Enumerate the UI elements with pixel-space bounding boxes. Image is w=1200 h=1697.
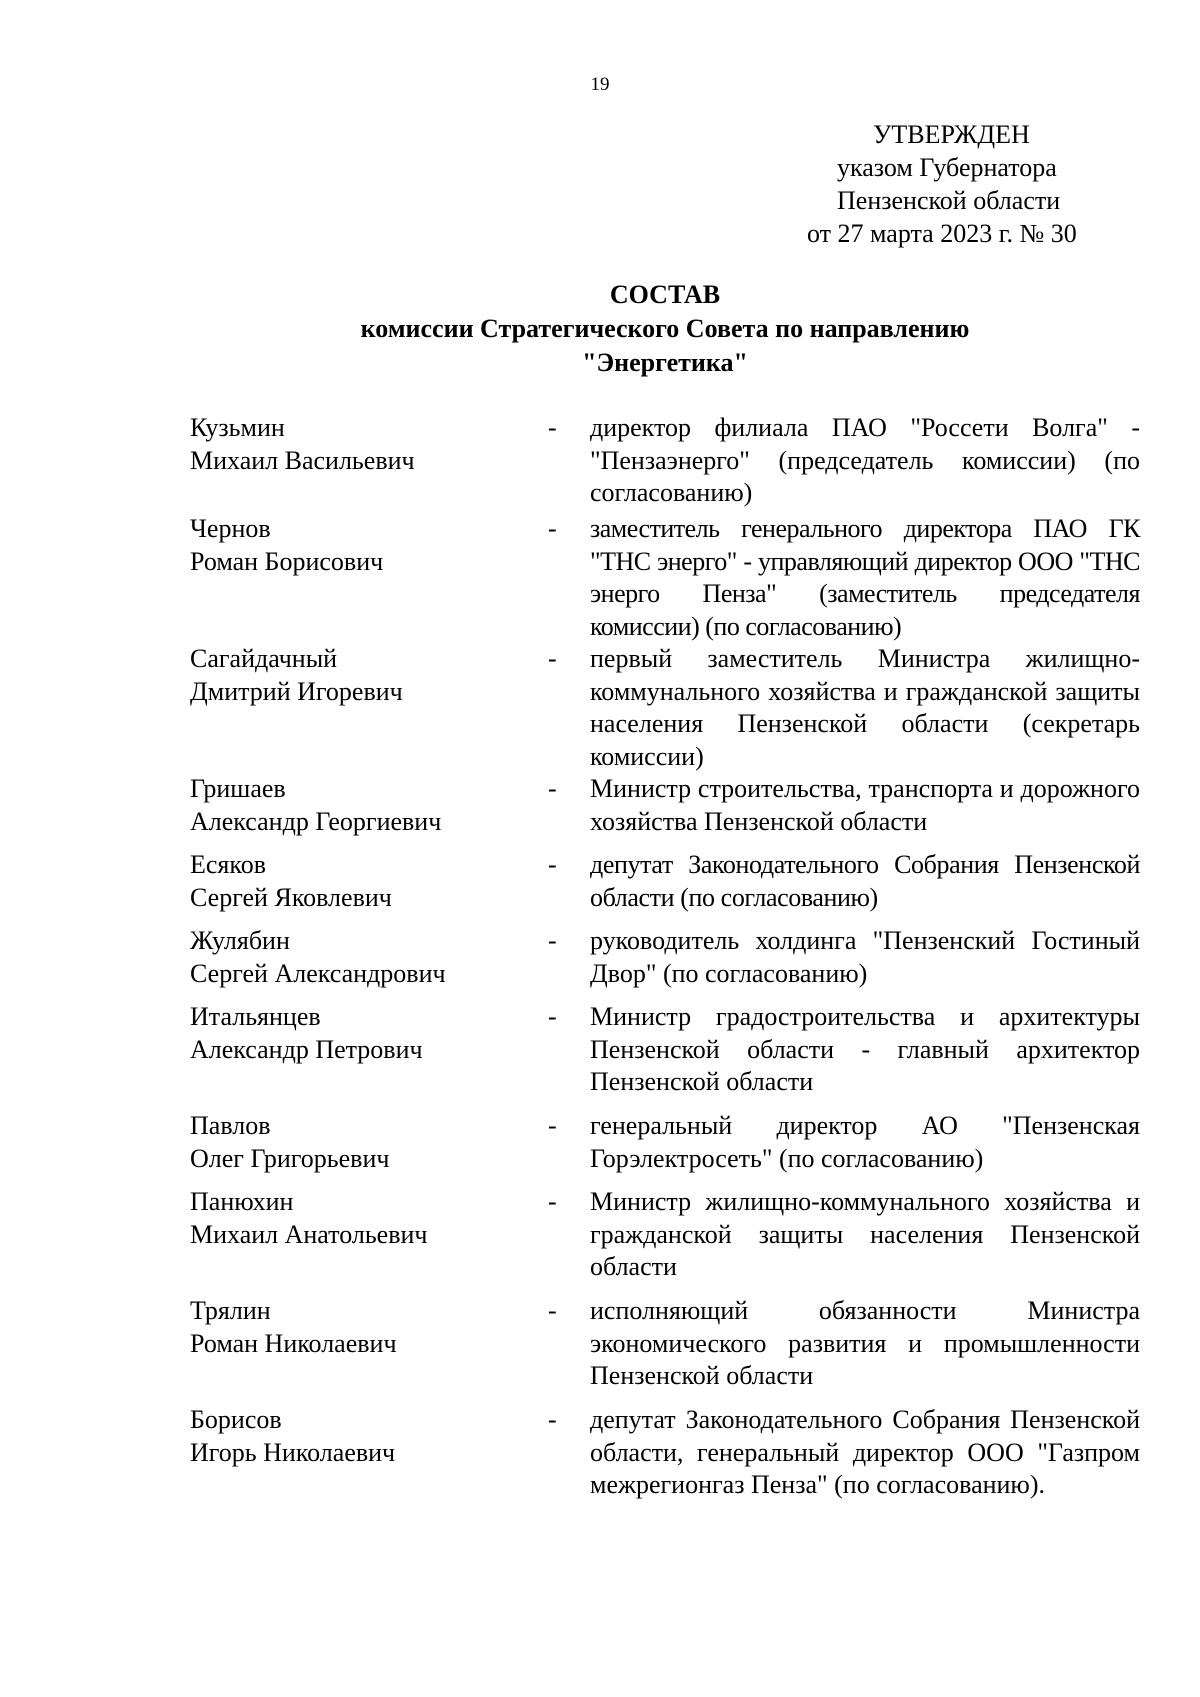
- member-role: Министр жилищно-коммунального хозяйства и гражданской защиты населения Пензенской области: [590, 1187, 1140, 1281]
- member-row: [190, 1001, 1140, 1110]
- approval-line-approved: УТВЕРЖДЕН: [873, 120, 1030, 149]
- member-role: заместитель генерального директора ПАО ГК "ТНС энерго" - управляющий директор ООО "ТНС энерго Пенза" (заместитель председателя комиссии) (по согласованию): [590, 514, 1140, 641]
- member-role: руководитель холдинга "Пензенский Гостиный Двор" (по согласованию): [590, 926, 1140, 988]
- member-row: [190, 1295, 1140, 1404]
- member-name: [190, 1404, 548, 1534]
- member-dash: -: [548, 774, 557, 803]
- member-role: Министр строительства, транспорта и дорожного хозяйства Пензенской области: [590, 774, 1140, 836]
- member-given-names: Михаил Анатольевич: [190, 1219, 428, 1249]
- document-title: [0, 278, 1200, 380]
- member-dash: -: [548, 644, 557, 673]
- member-surname: Чернов: [190, 514, 271, 543]
- member-name: [190, 1186, 548, 1295]
- member-surname: Павлов: [190, 1111, 271, 1140]
- member-role: Министр градостроительства и архитектуры Пензенской области - главный архитектор Пензенской области: [590, 1002, 1140, 1096]
- member-dash: -: [548, 926, 557, 955]
- member-dash: -: [548, 1296, 557, 1325]
- member-role: директор филиала ПАО "Россети Волга" - "Пензаэнерго" (председатель комиссии) (по согласованию): [590, 413, 1140, 507]
- member-surname: Борисов: [190, 1405, 282, 1434]
- member-name: [190, 513, 548, 643]
- member-row: [190, 849, 1140, 925]
- member-dash: -: [548, 850, 557, 879]
- member-name: [190, 925, 548, 1001]
- member-given-names: Олег Григорьевич: [190, 1143, 390, 1173]
- member-row: [190, 1186, 1140, 1295]
- member-list: [190, 412, 1140, 1534]
- member-dash: -: [548, 413, 557, 442]
- approval-line-decree: указом Губернатора: [837, 153, 1057, 182]
- member-role: первый заместитель Министра жилищно-коммунального хозяйства и гражданской защиты населения Пензенской области (секретарь комиссии): [590, 644, 1140, 771]
- page-number: 19: [590, 74, 610, 95]
- member-surname: Сагайдачный: [190, 644, 338, 673]
- member-dash: -: [548, 1111, 557, 1140]
- member-role: депутат Законодательного Собрания Пензенской области (по согласованию): [590, 850, 1140, 912]
- member-name: [190, 643, 548, 773]
- member-dash: -: [548, 1002, 557, 1031]
- title-line-composition: СОСТАВ: [609, 280, 721, 309]
- member-dash: -: [548, 1405, 557, 1434]
- member-row: [190, 1110, 1140, 1186]
- member-given-names: Игорь Николаевич: [190, 1437, 396, 1467]
- approval-line-date: от 27 марта 2023 г. № 30: [807, 219, 1077, 248]
- member-name: [190, 1295, 548, 1404]
- member-name: [190, 1110, 548, 1186]
- member-name: [190, 773, 548, 849]
- member-name: [190, 1001, 548, 1110]
- approval-line-region: Пензенской области: [837, 186, 1061, 215]
- member-surname: Есяков: [190, 850, 266, 879]
- member-given-names: Сергей Александрович: [190, 958, 446, 988]
- member-given-names: Роман Николаевич: [190, 1328, 397, 1358]
- member-surname: Трялин: [190, 1296, 271, 1325]
- member-given-names: Александр Георгиевич: [190, 806, 442, 836]
- member-row: [190, 773, 1140, 849]
- member-given-names: Сергей Яковлевич: [190, 882, 392, 912]
- member-surname: Жулябин: [190, 926, 290, 955]
- member-row: [190, 513, 1140, 643]
- member-surname: Кузьмин: [190, 413, 285, 442]
- member-role: депутат Законодательного Собрания Пензенской области, генеральный директор ООО "Газпром межрегионгаз Пенза" (по согласованию).: [590, 1405, 1140, 1499]
- member-role: генеральный директор АО "Пензенская Горэлектросеть" (по согласованию): [590, 1111, 1140, 1173]
- member-given-names: Александр Петрович: [190, 1034, 423, 1064]
- member-surname: Итальянцев: [190, 1002, 321, 1031]
- member-row: [190, 643, 1140, 773]
- member-dash: -: [548, 514, 557, 543]
- member-surname: Гришаев: [190, 774, 286, 803]
- member-name: [190, 412, 548, 513]
- member-given-names: Дмитрий Игоревич: [190, 676, 403, 706]
- member-dash: -: [548, 1187, 557, 1216]
- member-name: [190, 849, 548, 925]
- member-given-names: Михаил Васильевич: [190, 445, 415, 475]
- title-line-commission: комиссии Стратегического Совета по направлению: [360, 314, 970, 343]
- member-given-names: Роман Борисович: [190, 546, 384, 576]
- member-row: [190, 925, 1140, 1001]
- title-line-direction: "Энергетика": [582, 348, 748, 377]
- member-row: [190, 412, 1140, 513]
- member-surname: Панюхин: [190, 1187, 294, 1216]
- member-role: исполняющий обязанности Министра экономического развития и промышленности Пензенской области: [590, 1296, 1140, 1390]
- member-row: [190, 1404, 1140, 1534]
- approval-stamp: [790, 118, 1100, 250]
